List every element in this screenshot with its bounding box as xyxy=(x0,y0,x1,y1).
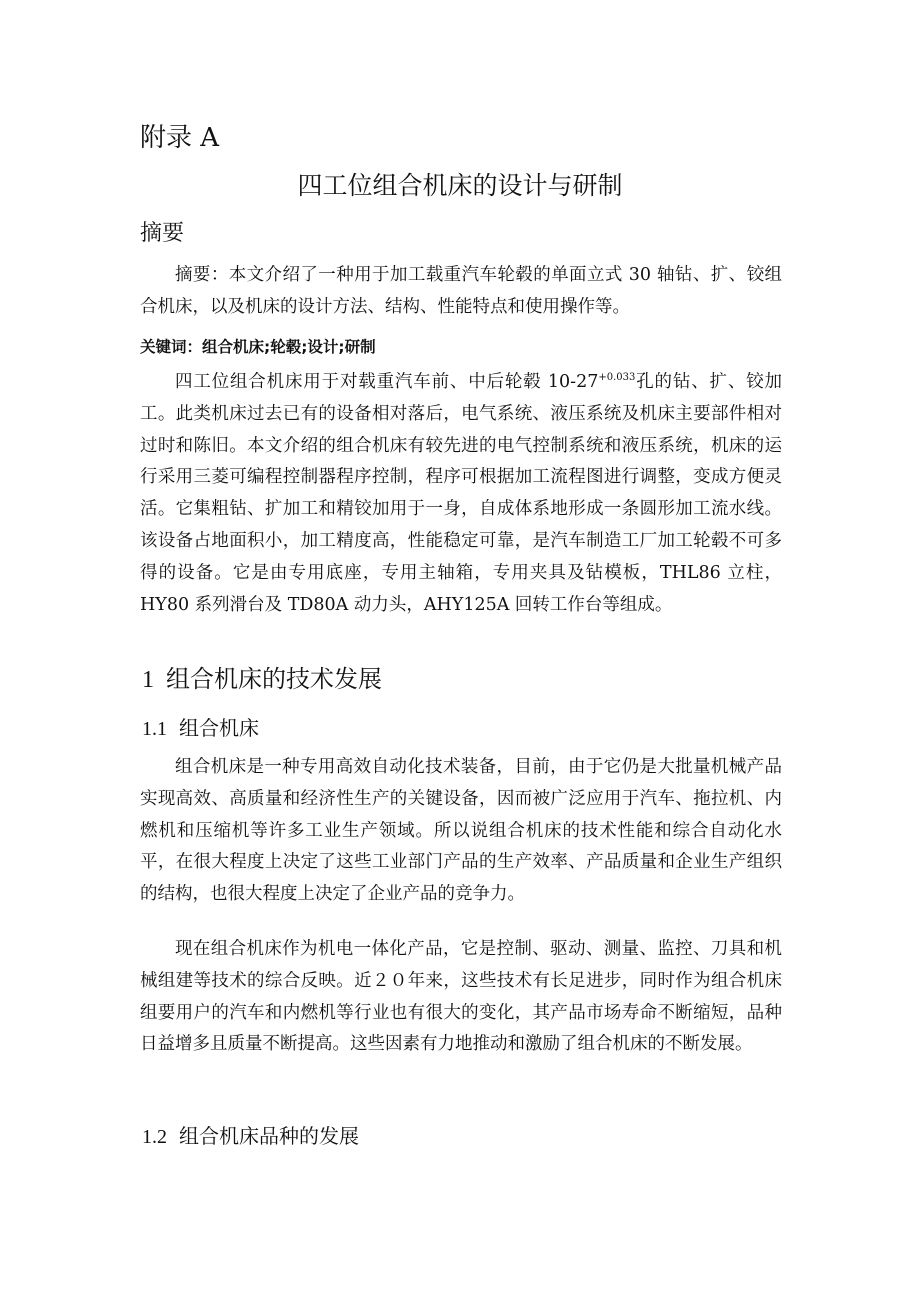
intro-paragraph xyxy=(140,367,782,621)
section-1-number: 1 xyxy=(142,667,154,693)
section-1-2-heading xyxy=(142,1120,359,1153)
section-1-1-paragraph-1: 组合机床是一种专用高效自动化技术装备，目前，由于它仍是大批量机械产品实现高效、高质量和经济性生产的关键设备，因而被广泛应用于汽车、拖拉机、内燃机和压缩机等许多工业生产领域。所以说组合机床的技术性能和综合自动化水平，在很大程度上决定了这些工业部门产品的生产效率、产品质量和企业生产组织的结构，也很大程度上决定了企业产品的竞争力。 xyxy=(140,757,782,905)
tolerance-superscript: +0.033 xyxy=(598,372,636,383)
section-1-title: 组合机床的技术发展 xyxy=(166,665,382,693)
document-title: 四工位组合机床的设计与研制 xyxy=(297,171,623,200)
section-1-heading xyxy=(142,660,382,699)
abstract-heading: 摘要 xyxy=(140,221,185,246)
section-1-2-title: 组合机床品种的发展 xyxy=(179,1124,359,1148)
section-1-1-paragraph-2: 现在组合机床作为机电一体化产品，它是控制、驱动、测量、监控、刀具和机械组建等技术的综合反映。近２０年来，这些技术有长足进步，同时作为组合机床组要用户的汽车和内燃机等行业也有很大的变化，其产品市场寿命不断缩短，品种日益增多且质量不断提高。这些因素有力地推动和激励了组合机床的不断发展。 xyxy=(140,939,782,1055)
section-1-1-number: 1.1 xyxy=(142,718,167,740)
section-1-1-heading xyxy=(142,712,259,745)
intro-text-before: 四工位组合机床用于对载重汽车前、中后轮毂 10-27 xyxy=(175,372,599,392)
section-1-2-number: 1.2 xyxy=(142,1126,167,1148)
keywords-line: 关键词：组合机床;轮毂;设计;研制 xyxy=(140,338,376,356)
abstract-text: 摘要：本文介绍了一种用于加工载重汽车轮毂的单面立式 30 轴钻、扩、铰组合机床，以及机床的设计方法、结构、性能特点和使用操作等。 xyxy=(140,265,782,317)
intro-text-after: 孔的钻、扩、铰加工。此类机床过去已有的设备相对落后，电气系统、液压系统及机床主要部件相对过时和陈旧。本文介绍的组合机床有较先进的电气控制系统和液压系统，机床的运行采用三菱可编程控制器程序控制，程序可根据加工流程图进行调整，变成方便灵活。它集粗钻、扩加工和精铰加用于一身，自成体系地形成一条圆形加工流水线。该设备占地面积小，加工精度高，性能稳定可靠，是汽车制造工厂加工轮毂不可多得的设备。它是由专用底座，专用主轴箱，专用夹具及钻模板，THL86 立柱，HY80 系列滑台及 TD80A 动力头，AHY125A 回转工作台等组成。 xyxy=(140,372,783,615)
section-1-1-title: 组合机床 xyxy=(179,716,259,740)
appendix-label: 附录 A xyxy=(140,123,220,153)
